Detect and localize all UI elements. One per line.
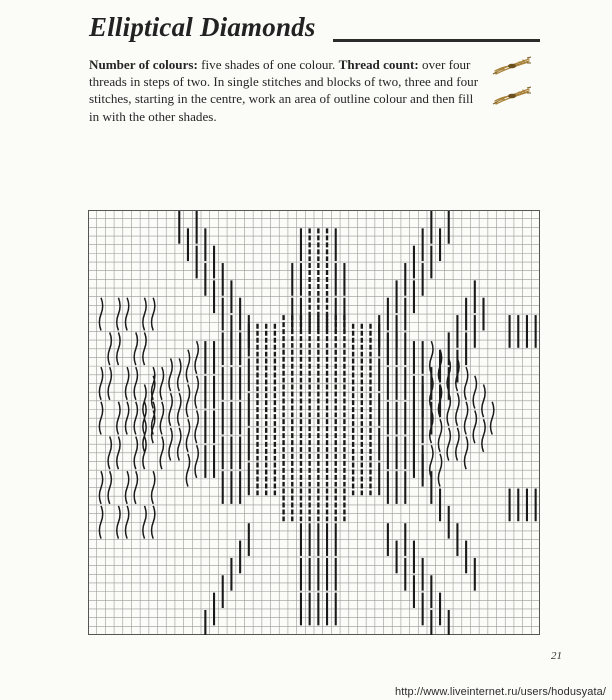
colours-value: five shades of one colour. <box>197 57 339 72</box>
thread-count-value: over four threads in steps of two. In single stitches and blocks of two, three and four stitches, starting in the centre, work an area of outline colour and then fill in with the other shades. <box>89 57 479 124</box>
title-rule <box>333 39 540 42</box>
page-number: 21 <box>551 650 562 662</box>
page-title: Elliptical Diamonds <box>89 12 316 42</box>
stitch-chart <box>88 210 540 635</box>
thread-skein-icon <box>492 56 532 76</box>
stitch-chart-grid <box>88 210 540 635</box>
colours-label: Number of colours: <box>89 57 198 72</box>
source-watermark: http://www.liveinternet.ru/users/hodusyata/ <box>395 686 606 698</box>
thread-count-label: Thread count: <box>338 57 419 72</box>
grid-path <box>88 210 540 635</box>
thread-skein-icon <box>492 86 532 106</box>
grid-lines <box>88 210 540 635</box>
intro-paragraph <box>89 56 485 125</box>
